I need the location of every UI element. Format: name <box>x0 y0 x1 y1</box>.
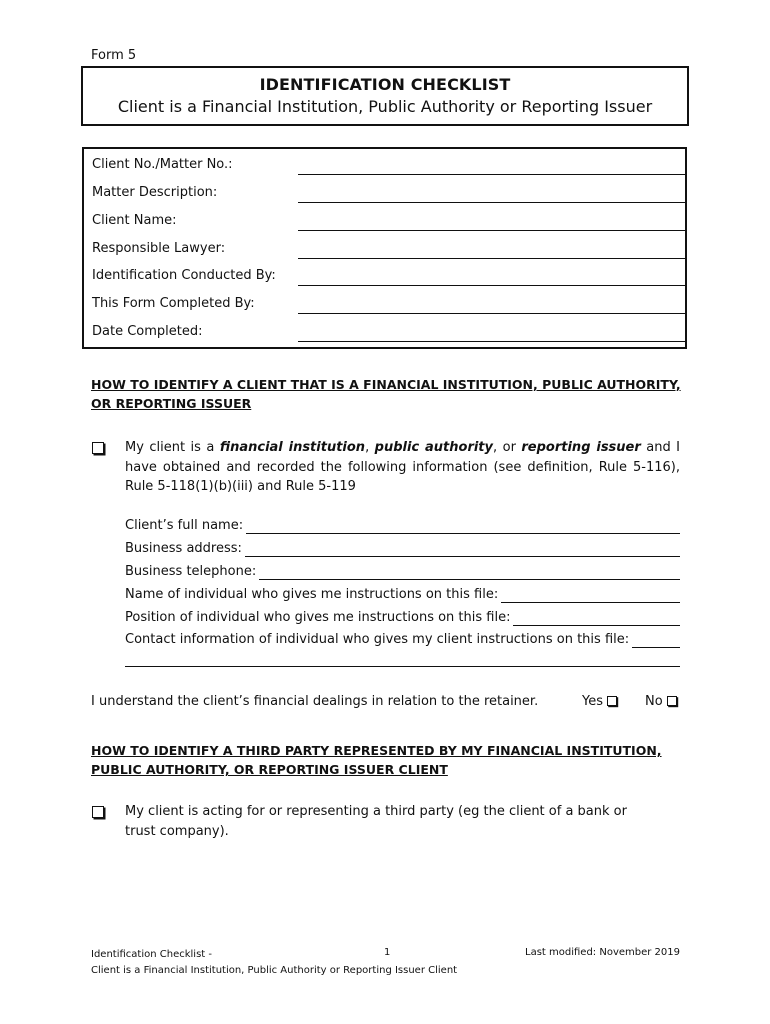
section1-heading-line1: HOW TO IDENTIFY A CLIENT THAT IS A FINANCIAL INSTITUTION, PUBLIC AUTHORITY, <box>91 377 681 392</box>
statement-text: and I have obtained and recorded the following information (see definition, Rule 5-116), Rule 5-118(1)(b)(iii) and Rule 5-119 <box>125 440 681 494</box>
field-instructor-position <box>125 610 680 630</box>
client-full-name-input[interactable] <box>246 518 680 534</box>
info-row-client-matter-no <box>92 157 685 177</box>
field-label: Business address: <box>125 541 242 556</box>
info-row-matter-description <box>92 185 685 205</box>
section1-heading-line2: OR REPORTING ISSUER <box>91 396 252 411</box>
section2-heading-line1: HOW TO IDENTIFY A THIRD PARTY REPRESENTED BY MY FINANCIAL INSTITUTION, <box>91 743 662 758</box>
statement-separator: , or <box>493 440 522 455</box>
instructor-position-input[interactable] <box>513 610 680 626</box>
contact-information-input[interactable] <box>632 632 680 648</box>
client-name-field[interactable] <box>298 230 685 231</box>
client-matter-no-field[interactable] <box>298 174 685 175</box>
info-label: Identification Conducted By: <box>92 268 276 283</box>
field-business-telephone <box>125 564 680 584</box>
third-party-statement: My client is acting for or representing a third party (eg the client of a bank or trust company). <box>125 804 627 839</box>
section1-heading <box>91 375 681 413</box>
yes-checkbox[interactable] <box>607 696 617 706</box>
page-subtitle: Client is a Financial Institution, Public Authority or Reporting Issuer <box>117 97 653 116</box>
field-contact-information <box>125 632 680 652</box>
info-label: This Form Completed By: <box>92 296 255 311</box>
info-label: Responsible Lawyer: <box>92 241 226 256</box>
date-completed-field[interactable] <box>298 341 685 342</box>
field-label: Client’s full name: <box>125 518 244 533</box>
fi-client-statement <box>125 438 680 497</box>
business-telephone-input[interactable] <box>259 564 680 580</box>
statement-text: My client is a <box>125 440 220 455</box>
statement-separator: , <box>365 440 375 455</box>
last-modified: Last modified: November 2019 <box>525 947 680 958</box>
footer-left-line1: Identification Checklist - <box>91 949 212 960</box>
info-row-date-completed <box>92 324 685 344</box>
footer-left-line2: Client is a Financial Institution, Public Authority or Reporting Issuer Client <box>91 965 458 976</box>
yes-option <box>582 694 617 709</box>
info-row-client-name <box>92 213 685 233</box>
info-row-identification-conducted-by <box>92 268 685 288</box>
field-label: Business telephone: <box>125 564 257 579</box>
field-instructor-name <box>125 587 680 607</box>
title-box <box>81 66 689 126</box>
term-public-authority: public authority <box>374 440 494 455</box>
yes-label: Yes <box>582 694 603 709</box>
no-checkbox[interactable] <box>667 696 677 706</box>
contact-information-continuation-line[interactable] <box>125 666 680 667</box>
info-row-responsible-lawyer <box>92 241 685 261</box>
matter-description-field[interactable] <box>298 202 685 203</box>
understand-statement: I understand the client’s financial dealings in relation to the retainer. <box>91 694 539 709</box>
section2-heading-line2: PUBLIC AUTHORITY, OR REPORTING ISSUER CLIENT <box>91 762 448 777</box>
form-completed-by-field[interactable] <box>298 313 685 314</box>
fi-client-checkbox[interactable] <box>92 442 104 454</box>
page-number: 1 <box>384 947 391 958</box>
business-address-input[interactable] <box>245 541 680 557</box>
no-option <box>645 694 677 709</box>
field-label: Contact information of individual who gives my client instructions on this file: <box>125 632 630 647</box>
section2-heading <box>91 741 662 779</box>
info-label: Matter Description: <box>92 185 218 200</box>
field-label: Position of individual who gives me instructions on this file: <box>125 610 511 625</box>
term-reporting-issuer: reporting issuer <box>521 440 641 455</box>
field-label: Name of individual who gives me instructions on this file: <box>125 587 499 602</box>
client-info-box <box>82 147 687 349</box>
info-label: Client Name: <box>92 213 177 228</box>
responsible-lawyer-field[interactable] <box>298 258 685 259</box>
info-label: Date Completed: <box>92 324 203 339</box>
info-row-form-completed-by <box>92 296 685 316</box>
info-label: Client No./Matter No.: <box>92 157 233 172</box>
form-number: Form 5 <box>91 48 137 63</box>
field-business-address <box>125 541 680 561</box>
no-label: No <box>645 694 663 709</box>
identification-conducted-by-field[interactable] <box>298 285 685 286</box>
instructor-name-input[interactable] <box>501 587 680 603</box>
footer-left <box>91 947 457 979</box>
page-title: IDENTIFICATION CHECKLIST <box>259 75 511 94</box>
third-party-checkbox[interactable] <box>92 806 104 818</box>
field-client-full-name <box>125 518 680 538</box>
term-financial-institution: financial institution <box>219 440 366 455</box>
